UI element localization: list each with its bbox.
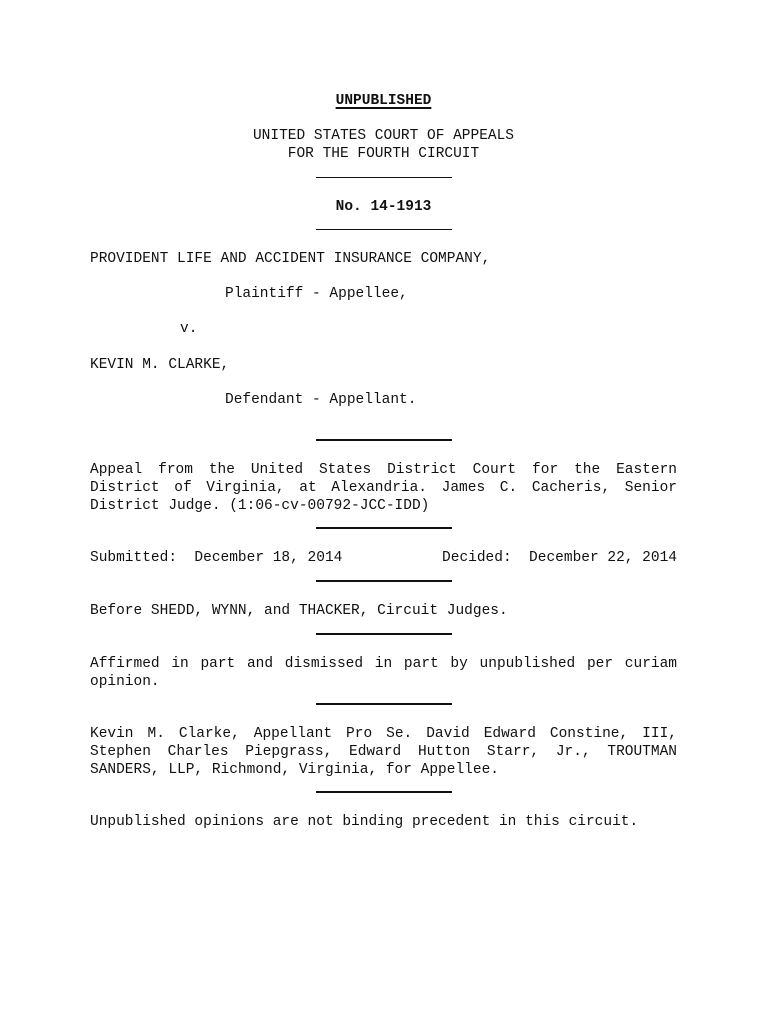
defendant-name: KEVIN M. CLARKE, [90,357,230,373]
divider-rule [316,703,452,705]
defendant-role: Defendant - Appellant. [225,392,417,408]
divider-rule [316,439,452,441]
plaintiff-name: PROVIDENT LIFE AND ACCIDENT INSURANCE COMPANY, [90,251,491,267]
disposition-paragraph: Affirmed in part and dismissed in part by unpublished per curiam opinion. [90,656,677,690]
unpublished-note: Unpublished opinions are not binding precedent in this circuit. [90,814,639,830]
versus-label: v. [180,321,198,337]
case-number: No. 14-1913 [335,199,432,215]
submitted-date: Submitted: December 18, 2014 [90,550,343,566]
counsel-paragraph: Kevin M. Clarke, Appellant Pro Se. David Edward Constine, III, Stephen Charles Piepgrass, Edward Hutton Starr, Jr., TROUTMAN SANDERS, LLP, Richmond, Virginia, for Appellee. [90,726,677,778]
divider-rule [316,791,452,793]
divider-rule [316,580,452,582]
dates-row [90,549,677,567]
divider-rule [316,177,452,178]
court-name-line2: FOR THE FOURTH CIRCUIT [287,146,480,162]
panel-judges: Before SHEDD, WYNN, and THACKER, Circuit Judges. [90,603,508,619]
decided-date: Decided: December 22, 2014 [442,550,677,566]
unpublished-heading: UNPUBLISHED [335,93,432,109]
court-name-line1: UNITED STATES COURT OF APPEALS [252,128,515,144]
appeal-paragraph: Appeal from the United States District Court for the Eastern District of Virginia, at Alexandria. James C. Cacheris, Senior District Judge. (1:06-cv-00792-JCC-IDD) [90,462,677,514]
plaintiff-role: Plaintiff - Appellee, [225,286,408,302]
divider-rule [316,229,452,230]
divider-rule [316,633,452,635]
divider-rule [316,527,452,529]
